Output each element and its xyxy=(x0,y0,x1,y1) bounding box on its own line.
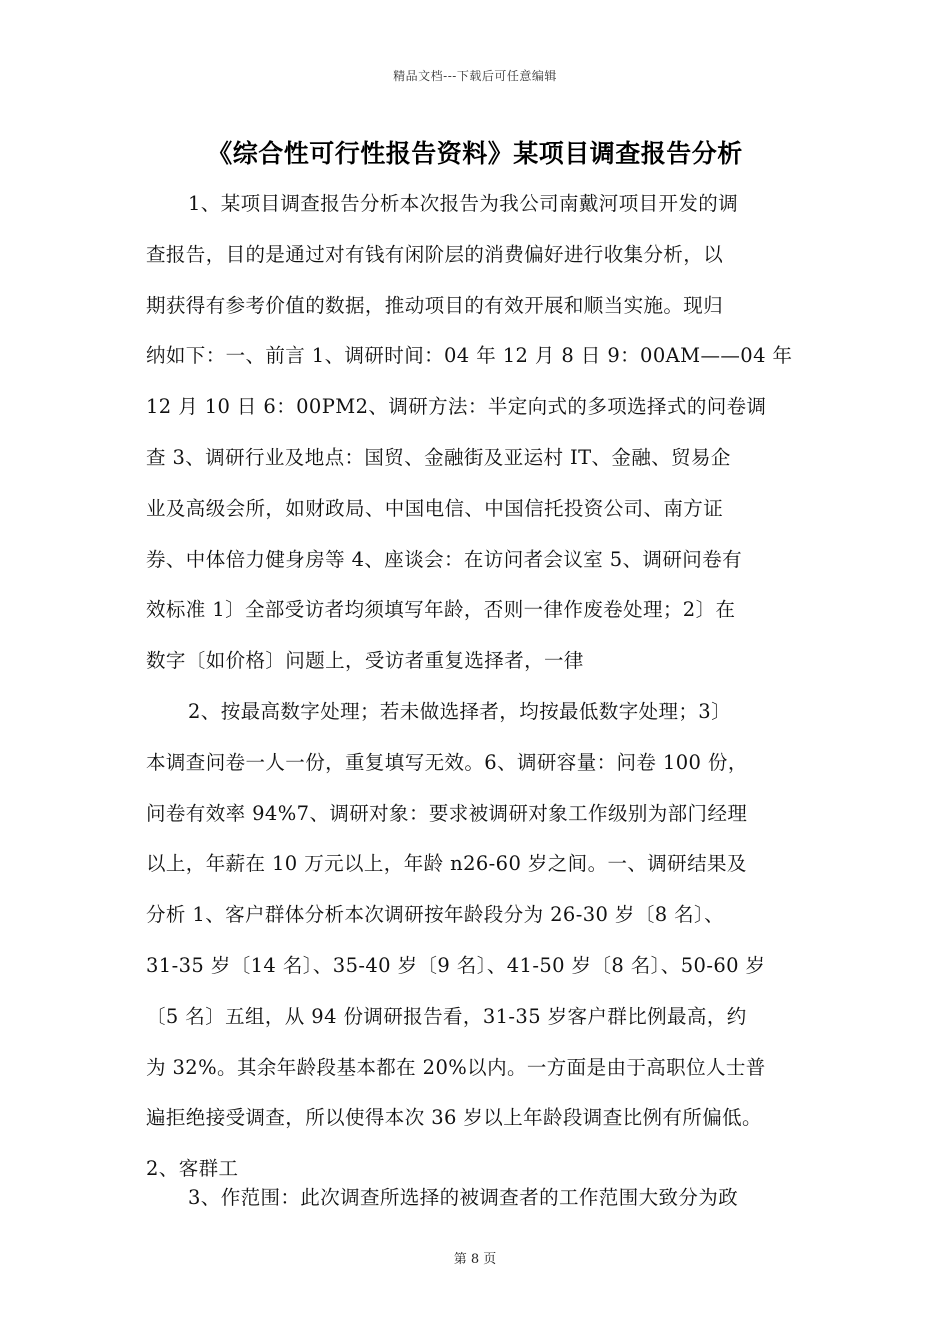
text-line: 数字〔如价格〕问题上，受访者重复选择者，一律 xyxy=(146,649,584,673)
text-line: 〔5 名〕五组，从 94 份调研报告看，31-35 岁客户群比例最高，约 xyxy=(146,1004,747,1028)
text-line: 31-35 岁〔14 名〕、35-40 岁〔9 名〕、41-50 岁〔8 名〕、50-60 岁 xyxy=(146,953,766,977)
text-line: 3、作范围：此次调查所选择的被调查者的工作范围大致分为政 xyxy=(188,1186,739,1209)
text-line: 本调查问卷一人一份，重复填写无效。6、调研容量：问卷 100 份， xyxy=(146,750,748,774)
text-line: 纳如下：一、前言 1、调研时间：04 年 12 月 8 日 9：00AM——04 年 xyxy=(146,344,793,368)
text-line: 分析 1、客户群体分析本次调研按年龄段分为 26-30 岁〔8 名〕、 xyxy=(146,903,725,927)
header-note: 精品文档---下载后可任意编辑 xyxy=(393,69,557,83)
text-line: 查报告，目的是通过对有钱有闲阶层的消费偏好进行收集分析，以 xyxy=(146,242,724,266)
text-line: 2、客群工 xyxy=(146,1157,239,1181)
text-line: 2、按最高数字处理；若未做选择者，均按最低数字处理；3〕 xyxy=(188,699,732,723)
page-number: 第 8 页 xyxy=(453,1252,497,1267)
text-line: 效标准 1〕全部受访者均须填写年龄，否则一律作废卷处理；2〕在 xyxy=(146,598,736,622)
text-line: 12 月 10 日 6：00PM2、调研方法：半定向式的多项选择式的问卷调 xyxy=(146,395,767,419)
document-title: 《综合性可行性报告资料》某项目调查报告分析 xyxy=(207,139,743,168)
text-line: 1、某项目调查报告分析本次报告为我公司南戴河项目开发的调 xyxy=(188,192,739,215)
text-line: 为 32%。其余年龄段基本都在 20%以内。一方面是由于高职位人士普 xyxy=(146,1055,766,1079)
body-paragraph-2 xyxy=(146,1173,816,1224)
text-line: 问卷有效率 94%7、调研对象：要求被调研对象工作级别为部门经理 xyxy=(146,801,748,825)
text-line: 业及高级会所，如财政局、中国电信、中国信托投资公司、南方证 xyxy=(146,496,724,520)
text-line: 券、中体倍力健身房等 4、座谈会：在访问者会议室 5、调研问卷有 xyxy=(146,547,743,571)
text-line: 以上，年薪在 10 万元以上，年龄 n26-60 岁之间。一、调研结果及 xyxy=(146,852,747,876)
text-line: 期获得有参考价值的数据，推动项目的有效开展和顺当实施。现归 xyxy=(146,293,724,317)
text-line: 查 3、调研行业及地点：国贸、金融街及亚运村 IT、金融、贸易企 xyxy=(146,445,731,469)
text-line: 遍拒绝接受调查，所以使得本次 36 岁以上年龄段调查比例有所偏低。 xyxy=(146,1106,762,1130)
body-paragraph-1 xyxy=(146,179,816,1195)
